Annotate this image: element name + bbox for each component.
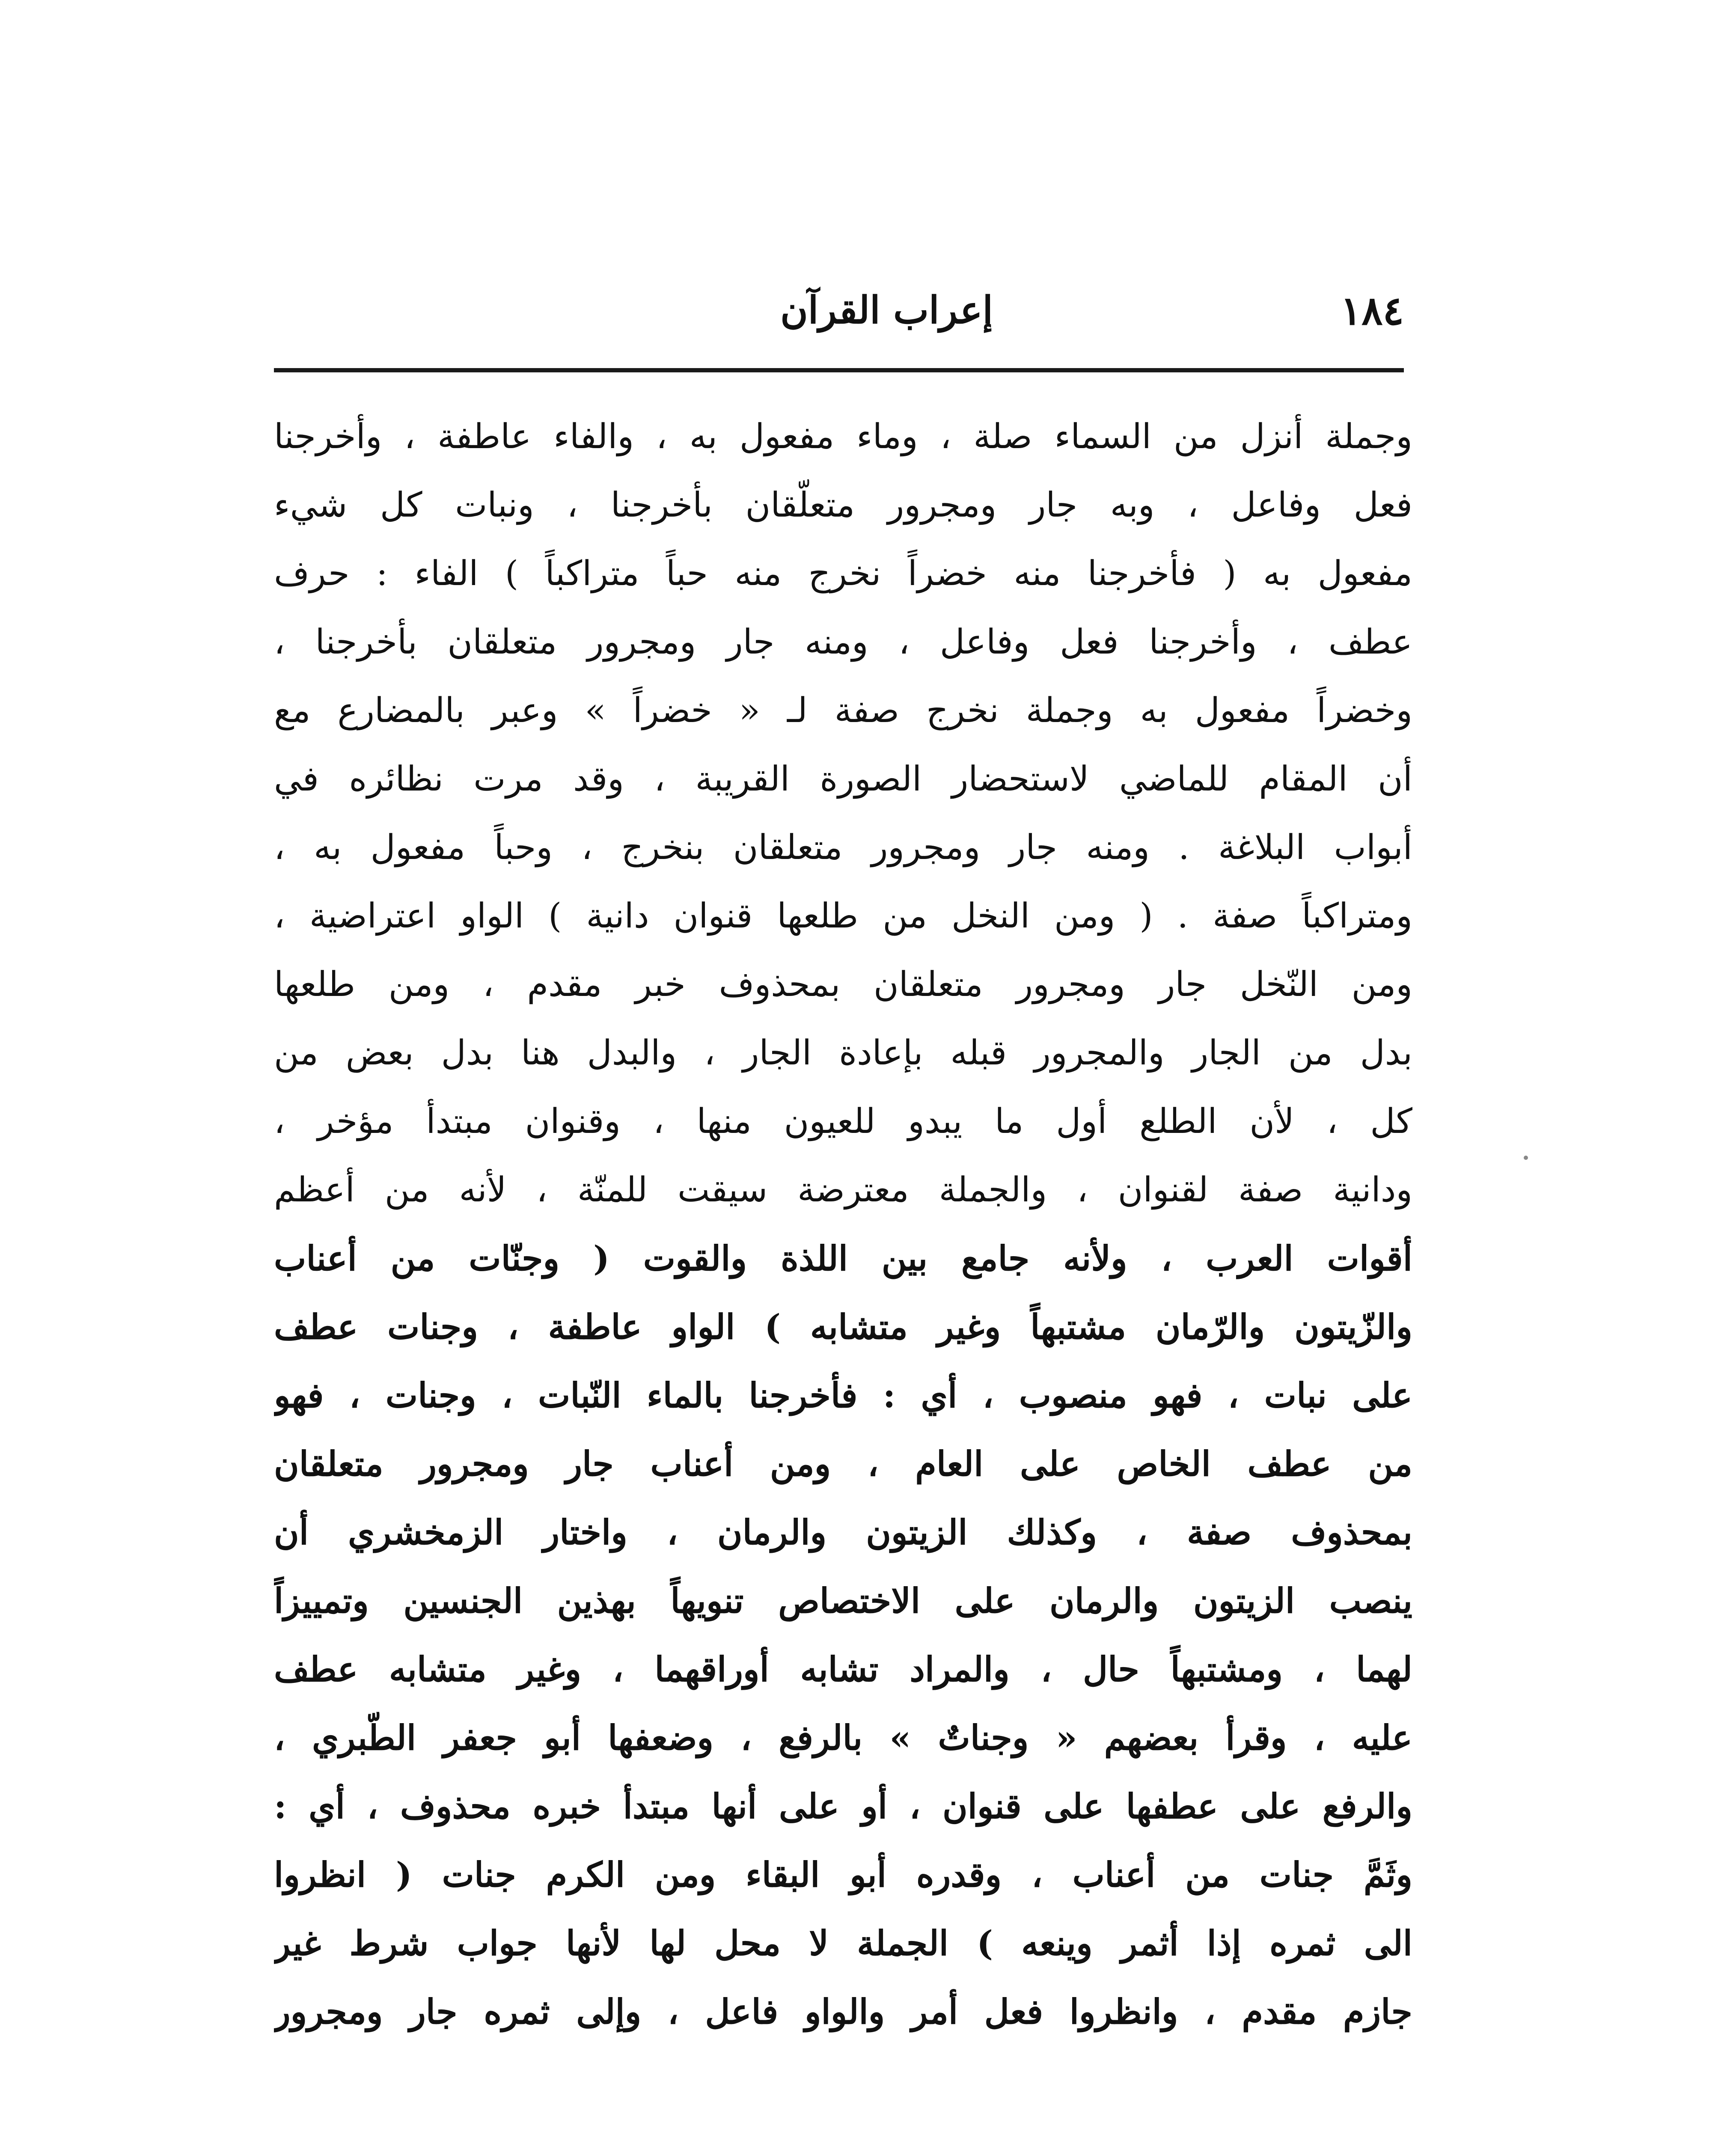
text-line: ومتراكباً صفة . ( ومن النخل من طلعها قنوان دانية ) الواو اعتراضية ، — [274, 896, 1412, 936]
text-line: والرفع على عطفها على قنوان ، أو على أنها مبتدأ خبره محذوف ، أي : — [274, 1786, 1412, 1826]
text-line: ودانية صفة لقنوان ، والجملة معترضة سيقت للمنّة ، لأنه من أعظم — [274, 1170, 1412, 1210]
text-line: وجملة أنزل من السماء صلة ، وماء مفعول به ، والفاء عاطفة ، وأخرجنا — [274, 416, 1412, 456]
text-line: كل ، لأن الطلع أول ما يبدو للعيون منها ، وقنوان مبتدأ مؤخر ، — [274, 1101, 1412, 1141]
text-line: ومن النّخل جار ومجرور متعلقان بمحذوف خبر مقدم ، ومن طلعها — [274, 964, 1412, 1004]
page-number: ١٨٤ — [1340, 288, 1404, 334]
text-line: والزّيتون والرّمان مشتبهاً وغير متشابه ) الواو عاطفة ، وجنات عطف — [274, 1307, 1412, 1347]
text-line: على نبات ، فهو منصوب ، أي : فأخرجنا بالماء النّبات ، وجنات ، فهو — [274, 1375, 1412, 1415]
body-text — [274, 402, 1412, 2046]
text-line: من عطف الخاص على العام ، ومن أعناب جار ومجرور متعلقان — [274, 1444, 1412, 1484]
text-line: أقوات العرب ، ولأنه جامع بين اللذة والقوت ( وجنّات من أعناب — [274, 1238, 1412, 1278]
scan-speck — [1524, 1156, 1528, 1160]
text-line: الى ثمره إذا أثمر وينعه ) الجملة لا محل لها لأنها جواب شرط غير — [274, 1923, 1412, 1963]
text-line: عطف ، وأخرجنا فعل وفاعل ، ومنه جار ومجرور متعلقان بأخرجنا ، — [274, 622, 1412, 662]
text-line: وخضراً مفعول به وجملة نخرج صفة لـ « خضراً » وعبر بالمضارع مع — [274, 690, 1412, 730]
page-header — [274, 274, 1404, 342]
text-line: فعل وفاعل ، وبه جار ومجرور متعلّقان بأخرجنا ، ونبات كل شيء — [274, 485, 1412, 525]
text-line: لهما ، ومشتبهاً حال ، والمراد تشابه أوراقهما ، وغير متشابه عطف — [274, 1649, 1412, 1689]
text-line: وثَمَّ جنات من أعناب ، وقدره أبو البقاء ومن الكرم جنات ( انظروا — [274, 1855, 1412, 1895]
text-line: أبواب البلاغة . ومنه جار ومجرور متعلقان بنخرج ، وحباً مفعول به ، — [274, 827, 1412, 867]
header-divider — [274, 368, 1404, 372]
text-line: بدل من الجار والمجرور قبله بإعادة الجار ، والبدل هنا بدل بعض من — [274, 1033, 1412, 1073]
text-line: ينصب الزيتون والرمان على الاختصاص تنويهاً بهذين الجنسين وتمييزاً — [274, 1581, 1412, 1621]
text-line: أن المقام للماضي لاستحضار الصورة القريبة ، وقد مرت نظائره في — [274, 759, 1412, 799]
text-line: مفعول به ( فأخرجنا منه خضراً نخرج منه حباً متراكباً ) الفاء : حرف — [274, 553, 1412, 593]
running-title: إعراب القرآن — [780, 288, 993, 332]
text-line: جازم مقدم ، وانظروا فعل أمر والواو فاعل ، وإلى ثمره جار ومجرور — [274, 1991, 1412, 2032]
text-line: عليه ، وقرأ بعضهم « وجناتٌ » بالرفع ، وضعفها أبو جعفر الطّبري ، — [274, 1718, 1412, 1758]
text-line: بمحذوف صفة ، وكذلك الزيتون والرمان ، واختار الزمخشري أن — [274, 1512, 1412, 1552]
